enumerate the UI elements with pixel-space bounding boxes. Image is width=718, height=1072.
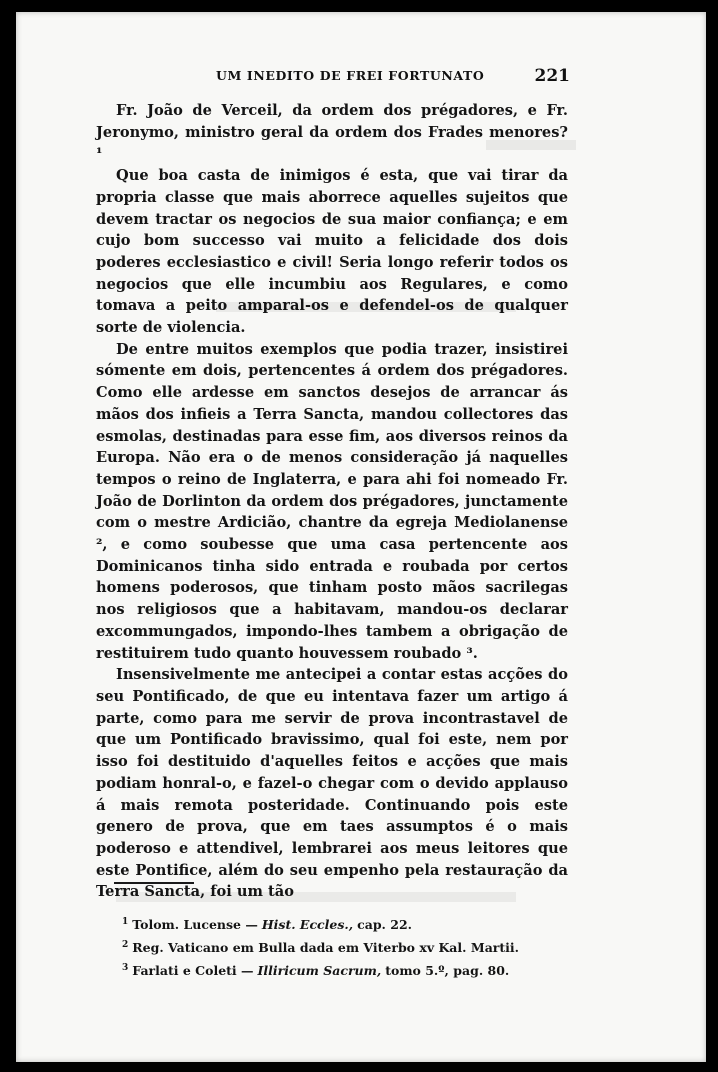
footnote-rest: tomo 5.º, pag. 80. <box>385 963 510 979</box>
footnote-author: Tolom. Lucense — <box>132 917 258 933</box>
footnote-number: 3 <box>122 963 129 974</box>
footnote <box>122 958 562 981</box>
running-title: UM INEDITO DE FREI FORTUNATO <box>216 68 485 83</box>
footnote <box>122 935 562 958</box>
footnote-separator <box>114 882 194 884</box>
paragraph: Fr. João de Verceil, da ordem dos prégadores, e Fr. Jeronymo, ministro geral da ordem dos Frades menores? ¹ <box>96 102 568 163</box>
footnote <box>122 912 562 935</box>
footnote-number: 1 <box>122 917 129 927</box>
footnote-author: Farlati e Coleti — <box>132 963 254 979</box>
running-head <box>16 66 706 90</box>
paragraph: De entre muitos exemplos que podia trazer, insistirei sómente em dois, pertencentes á ordem dos prégadores. Como elle ardesse em sanctos desejos de arrancar ás mãos dos infieis a Terra Sancta, mandou collectores das esmolas, destinadas para esse fim, aos diversos reinos da Europa. Não era o de menos consideração já naquelles tempos o reino de Inglaterra, e para ahi foi nomeado Fr. João de Dorlinton da ordem dos prégadores, junctamente com o mestre Ardicião, chantre da egreja Mediolanense ², e como soubesse que uma casa pertencente aos Dominicanos tinha sido entrada e roubada por certos homens poderosos, que tinham posto mãos sacrilegas nos religiosos que a habitavam, mandou-os declarar excommungados, impondo-lhes tambem a obrigação de restituirem tudo quanto houvessem roubado ³. <box>96 340 568 662</box>
footnote-work: Hist. Eccles., <box>261 917 354 933</box>
footnote-work: Illiricum Sacrum, <box>257 963 382 979</box>
body-text <box>96 100 568 903</box>
footnote-number: 2 <box>122 940 129 951</box>
paragraph: Que boa casta de inimigos é esta, que vai tirar da propria classe que mais aborrece aquelles sujeitos que devem tractar os negocios de sua maior confiança; e em cujo bom successo vai muito a felicidade dos dois poderes ecclesiastico e civil! Seria longo referir todos os negocios que elle incumbiu aos Regulares, e como tomava a peito amparal-os e defendel-os de qualquer sorte de violencia. <box>96 167 568 337</box>
footnote-rest: cap. 22. <box>357 917 413 933</box>
paragraph: Insensivelmente me antecipei a contar estas acções do seu Pontificado, de que eu intentava fazer um artigo á parte, como para me servir de prova incontrastavel de que um Pontificado bravissimo, qual foi este, nem por isso foi destituido d'aquelles feitos e acções que mais podiam honral-o, e fazel-o chegar com o devido applauso á mais remota posteridade. Continuando pois este genero de prova, que em taes assumptos é o mais poderoso e attendivel, lembrarei aos meus leitores que este Pontifice, além do seu empenho pela restauração da Terra Sancta, foi um tão <box>96 666 568 901</box>
footnotes <box>122 912 562 981</box>
book-page <box>16 12 706 1062</box>
page-number: 221 <box>534 66 570 86</box>
footnote-rest: Reg. Vaticano em Bulla dada em Viterbo xv Kal. Martii. <box>132 940 520 956</box>
